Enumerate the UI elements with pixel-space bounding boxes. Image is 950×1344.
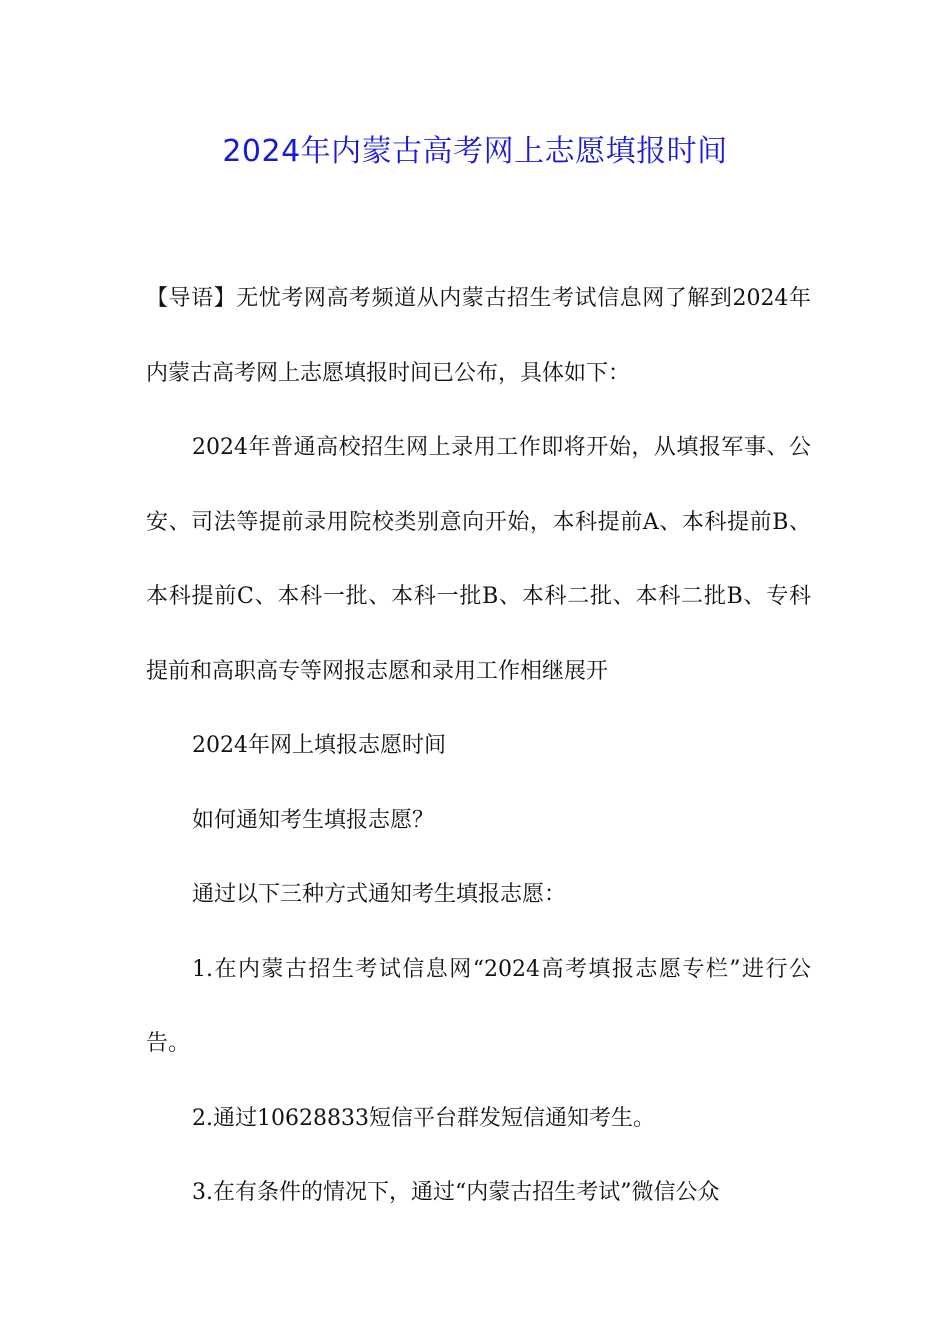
method-item-2: 2.通过10628833短信平台群发短信通知考生。 bbox=[192, 1105, 655, 1131]
intro-paragraph: 【导语】无忧考网高考频道从内蒙古招生考试信息网了解到2024年内蒙古高考网上志愿填报时间已公布，具体如下： bbox=[146, 286, 811, 386]
method-item-1: 1.在内蒙古招生考试信息网“2024高考填报志愿专栏”进行公告。 bbox=[146, 956, 811, 1056]
section-heading-time: 2024年网上填报志愿时间 bbox=[192, 733, 446, 758]
document-title: 2024年内蒙古高考网上志愿填报时间 bbox=[222, 134, 728, 169]
admission-paragraph: 2024年普通高校招生网上录用工作即将开始，从填报军事、公安、司法等提前录用院校类别意向开始，本科提前A、本科提前B、本科提前C、本科一批、本科一批B、本科二批、本科二批B、专科提前和高职高专等网报志愿和录用工作相继展开 bbox=[146, 435, 811, 684]
question-paragraph: 如何通知考生填报志愿？ bbox=[192, 807, 435, 833]
method-item-3: 3.在有条件的情况下，通过“内蒙古招生考试”微信公众 bbox=[192, 1180, 720, 1205]
document-body bbox=[146, 262, 811, 1231]
methods-intro-paragraph: 通过以下三种方式通知考生填报志愿： bbox=[192, 882, 567, 907]
